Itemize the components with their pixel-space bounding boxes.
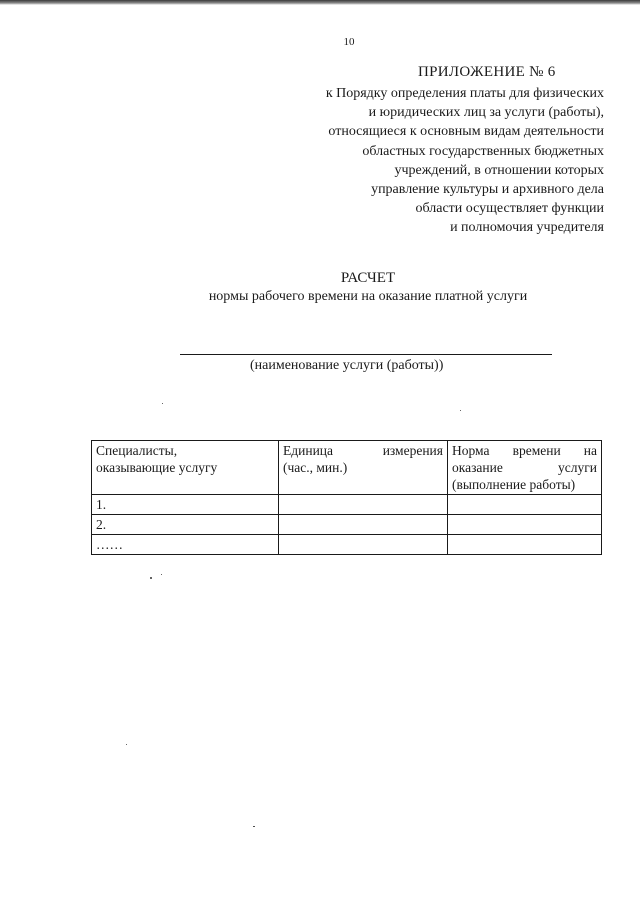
- table-cell: [448, 515, 602, 535]
- scan-speck: [150, 577, 152, 579]
- appendix-line: и юридических лиц за услуги (работы),: [368, 105, 604, 121]
- scan-top-edge: [0, 0, 640, 5]
- table-cell: [448, 495, 602, 515]
- appendix-line: учреждений, в отношении которых: [394, 162, 604, 178]
- appendix-line: и полномочия учредителя: [450, 220, 604, 236]
- service-name-caption: (наименование услуги (работы)): [250, 358, 444, 373]
- table-cell: ……: [92, 535, 279, 555]
- table-cell: 1.: [92, 495, 279, 515]
- header-text: (выполнение работы): [452, 477, 576, 492]
- scan-speck: [162, 403, 163, 404]
- header-text: Специалисты,: [96, 443, 178, 458]
- header-text: оказание услуги: [452, 460, 597, 475]
- page-number: 10: [343, 36, 355, 48]
- table-row: [92, 515, 602, 535]
- table-cell: [279, 495, 448, 515]
- header-text: Норма времени на: [452, 443, 597, 458]
- table-row: [92, 495, 602, 515]
- scan-speck: [161, 574, 162, 575]
- appendix-description: [326, 84, 604, 238]
- header-text: (час., мин.): [283, 460, 348, 475]
- header-text: Единица измерения: [283, 443, 443, 458]
- appendix-line: областных государственных бюджетных: [362, 143, 604, 159]
- scan-speck: [126, 744, 127, 745]
- appendix-title: ПРИЛОЖЕНИЕ № 6: [418, 64, 556, 80]
- table-cell: [279, 515, 448, 535]
- appendix-line: к Порядку определения платы для физических: [325, 86, 604, 101]
- header-time-norm: [448, 441, 602, 495]
- table-cell: [279, 535, 448, 555]
- appendix-line: относящиеся к основным видам деятельности: [328, 124, 604, 140]
- scan-speck: [253, 826, 255, 827]
- header-unit: [279, 441, 448, 495]
- appendix-line: управление культуры и архивного дела: [371, 182, 604, 198]
- service-name-blank-line: [180, 354, 552, 355]
- calculation-title: РАСЧЕТ: [340, 270, 396, 286]
- table-cell: 2.: [92, 515, 279, 535]
- calculation-subtitle: нормы рабочего времени на оказание платной услуги: [208, 289, 528, 304]
- appendix-line: области осуществляет функции: [415, 201, 604, 217]
- table-header-row: [92, 441, 602, 495]
- table-row: [92, 535, 602, 555]
- table-cell: [448, 535, 602, 555]
- header-text: оказывающие услугу: [96, 460, 218, 475]
- work-time-norms-table: [91, 440, 602, 555]
- scan-speck: [460, 410, 461, 411]
- header-specialists: [92, 441, 279, 495]
